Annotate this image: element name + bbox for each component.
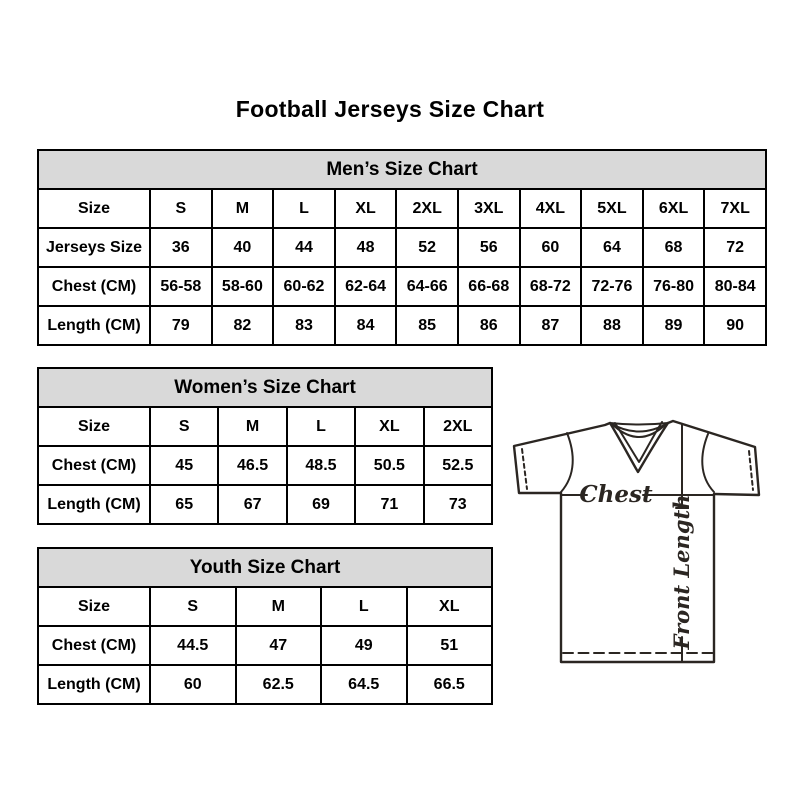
table-cell: M — [236, 587, 322, 626]
table-cell: 62-64 — [335, 267, 397, 306]
table-cell: 4XL — [520, 189, 582, 228]
jersey-collar-top — [610, 423, 668, 425]
table-cell: 6XL — [643, 189, 705, 228]
table-cell: S — [150, 189, 212, 228]
table-header-row — [38, 368, 492, 407]
table-row — [38, 587, 492, 626]
table-row — [38, 306, 766, 345]
table-cell: 44.5 — [150, 626, 236, 665]
table-cell: 82 — [212, 306, 274, 345]
table-cell: 89 — [643, 306, 705, 345]
row-label-cell: Size — [38, 189, 150, 228]
table-cell: 3XL — [458, 189, 520, 228]
table-cell: 7XL — [704, 189, 766, 228]
jersey-diagram — [505, 415, 767, 665]
table-cell: S — [150, 407, 218, 446]
table-cell: 64 — [581, 228, 643, 267]
row-label-cell: Size — [38, 407, 150, 446]
table-cell: 49 — [321, 626, 407, 665]
table-cell: 65 — [150, 485, 218, 524]
table-cell: 58-60 — [212, 267, 274, 306]
youth-table-title: Youth Size Chart — [38, 548, 492, 587]
jersey-right-sleeve-seam — [702, 434, 714, 492]
table-cell: L — [321, 587, 407, 626]
table-cell: 36 — [150, 228, 212, 267]
table-cell: 68 — [643, 228, 705, 267]
table-cell: 52.5 — [424, 446, 492, 485]
table-row — [38, 446, 492, 485]
table-cell: 2XL — [424, 407, 492, 446]
table-cell: 83 — [273, 306, 335, 345]
row-label-cell: Chest (CM) — [38, 267, 150, 306]
table-cell: 66-68 — [458, 267, 520, 306]
womens-table-title: Women’s Size Chart — [38, 368, 492, 407]
table-cell: 86 — [458, 306, 520, 345]
table-cell: L — [273, 189, 335, 228]
table-cell: 90 — [704, 306, 766, 345]
table-cell: 66.5 — [407, 665, 493, 704]
jersey-left-sleeve-seam — [561, 433, 573, 492]
table-cell: 51 — [407, 626, 493, 665]
jersey-left-cuff-dashed-line — [522, 449, 527, 489]
table-cell: 46.5 — [218, 446, 286, 485]
table-cell: 40 — [212, 228, 274, 267]
table-cell: 48 — [335, 228, 397, 267]
table-cell: L — [287, 407, 355, 446]
table-cell: 62.5 — [236, 665, 322, 704]
table-cell: S — [150, 587, 236, 626]
table-row — [38, 228, 766, 267]
table-cell: 52 — [396, 228, 458, 267]
table-row — [38, 267, 766, 306]
table-cell: XL — [355, 407, 423, 446]
row-label-cell: Chest (CM) — [38, 446, 150, 485]
table-cell: 84 — [335, 306, 397, 345]
table-cell: XL — [335, 189, 397, 228]
youth-size-table — [37, 547, 493, 705]
table-cell: 85 — [396, 306, 458, 345]
row-label-cell: Length (CM) — [38, 306, 150, 345]
table-cell: 56-58 — [150, 267, 212, 306]
table-cell: 79 — [150, 306, 212, 345]
table-row — [38, 485, 492, 524]
table-row — [38, 665, 492, 704]
table-cell: 60-62 — [273, 267, 335, 306]
table-cell: XL — [407, 587, 493, 626]
table-cell: 71 — [355, 485, 423, 524]
table-cell: 64.5 — [321, 665, 407, 704]
table-cell: 67 — [218, 485, 286, 524]
table-cell: 87 — [520, 306, 582, 345]
mens-size-table — [37, 149, 767, 346]
table-cell: 45 — [150, 446, 218, 485]
table-cell: 72 — [704, 228, 766, 267]
row-label-cell: Length (CM) — [38, 665, 150, 704]
table-cell: 88 — [581, 306, 643, 345]
table-cell: 80-84 — [704, 267, 766, 306]
table-cell: 60 — [150, 665, 236, 704]
table-header-row — [38, 548, 492, 587]
jersey-right-cuff-dashed-line — [749, 451, 753, 490]
table-row — [38, 626, 492, 665]
table-cell: 2XL — [396, 189, 458, 228]
table-cell: 50.5 — [355, 446, 423, 485]
table-row — [38, 189, 766, 228]
table-cell: 5XL — [581, 189, 643, 228]
table-header-row — [38, 150, 766, 189]
front-length-label: Front Length — [669, 494, 694, 650]
table-cell: 68-72 — [520, 267, 582, 306]
table-cell: 48.5 — [287, 446, 355, 485]
row-label-cell: Chest (CM) — [38, 626, 150, 665]
table-cell: M — [212, 189, 274, 228]
table-cell: 44 — [273, 228, 335, 267]
table-cell: 73 — [424, 485, 492, 524]
table-row — [38, 407, 492, 446]
table-cell: 56 — [458, 228, 520, 267]
table-cell: 64-66 — [396, 267, 458, 306]
table-cell: 76-80 — [643, 267, 705, 306]
table-cell: 69 — [287, 485, 355, 524]
row-label-cell: Length (CM) — [38, 485, 150, 524]
table-cell: M — [218, 407, 286, 446]
row-label-cell: Jerseys Size — [38, 228, 150, 267]
mens-table-title: Men’s Size Chart — [38, 150, 766, 189]
page-title: Football Jerseys Size Chart — [235, 96, 545, 122]
table-cell: 47 — [236, 626, 322, 665]
table-cell: 60 — [520, 228, 582, 267]
womens-size-table — [37, 367, 493, 525]
chest-label: Chest — [579, 481, 653, 508]
table-cell: 72-76 — [581, 267, 643, 306]
row-label-cell: Size — [38, 587, 150, 626]
